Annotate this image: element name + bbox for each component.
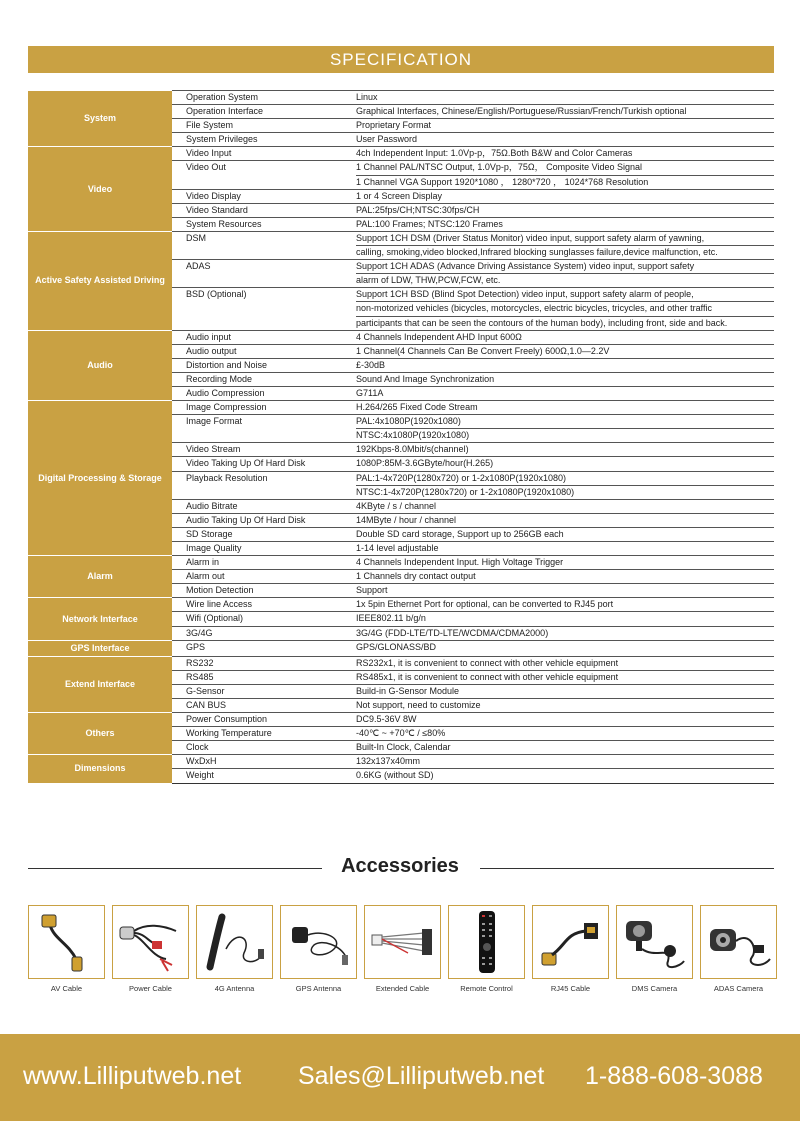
phone-number: 1-888-608-3088 — [585, 1062, 763, 1090]
spec-value-cell — [352, 119, 774, 133]
spec-row — [28, 640, 774, 656]
spec-value-cell — [352, 727, 774, 741]
spec-item: Audio input — [186, 331, 232, 342]
spec-value-cell — [352, 612, 774, 626]
spec-value-line: G711A — [356, 387, 384, 398]
accessory-gps-antenna — [280, 905, 357, 993]
spec-value-cell — [352, 527, 774, 541]
spec-item-cell — [172, 330, 352, 344]
spec-item-spacer — [186, 273, 352, 286]
spec-item-cell — [172, 203, 352, 217]
spec-value-line: RS232x1, it is convenient to connect with other vehicle equipment — [356, 657, 619, 668]
spec-value-line: 14MByte / hour / channel — [356, 514, 457, 525]
accessory-label: Power Cable — [129, 984, 172, 993]
spec-item-cell — [172, 598, 352, 612]
spec-item: Video Standard — [186, 204, 248, 215]
spec-item-cell — [172, 513, 352, 527]
spec-item-cell — [172, 91, 352, 105]
spec-category: System — [28, 91, 172, 147]
email-link[interactable]: Sales@Lilliputweb.net — [298, 1062, 545, 1090]
spec-value-line: Support 1CH ADAS (Advance Driving Assistance System) video input, support safety — [356, 261, 695, 272]
spec-value-cell — [352, 443, 774, 457]
spec-value-cell — [352, 189, 774, 203]
spec-item-cell — [172, 584, 352, 598]
spec-value-line: PAL:25fps/CH;NTSC:30fps/CH — [356, 204, 480, 215]
spec-value-line: 1-14 level adjustable — [356, 543, 439, 553]
spec-value-line: non-motorized vehicles (bicycles, motorcycles, electric bicycles, tricycles, and other traffic — [356, 301, 774, 315]
spec-item: Image Quality — [186, 543, 242, 553]
spec-row — [28, 656, 774, 670]
spec-value-line: 4 Channels Independent Input. High Voltage Trigger — [356, 557, 564, 568]
spec-value-line: 1 or 4 Screen Display — [356, 190, 443, 201]
spec-value-cell — [352, 401, 774, 415]
spec-value-line: 132x137x40mm — [356, 756, 421, 767]
spec-item: Alarm in — [186, 557, 220, 568]
spec-item: Image Compression — [186, 402, 267, 413]
spec-item: Video Stream — [186, 444, 241, 455]
spec-item: Audio Taking Up Of Hard Disk — [186, 514, 306, 525]
spec-item-cell — [172, 727, 352, 741]
accessory-extended-cable — [364, 905, 441, 993]
accessory-label: RJ45 Cable — [550, 984, 591, 993]
spec-item: Recording Mode — [186, 373, 253, 384]
spec-item: CAN BUS — [186, 699, 227, 710]
spec-item-cell — [172, 161, 352, 189]
spec-value-line: 1 Channel PAL/NTSC Output, 1.0Vp-p，75Ω， Composite Video Signal — [356, 162, 643, 173]
spec-value-cell — [352, 542, 774, 556]
spec-item: SD Storage — [186, 528, 233, 539]
accessory-label: DMS Camera — [631, 984, 678, 993]
spec-item-spacer — [186, 485, 352, 498]
spec-value-cell — [352, 372, 774, 386]
spec-value-cell — [352, 640, 774, 656]
spec-value-line: NTSC:4x1080P(1920x1080) — [356, 428, 774, 442]
spec-value-cell — [352, 203, 774, 217]
spec-item-cell — [172, 527, 352, 541]
spec-value-line: H.264/265 Fixed Code Stream — [356, 402, 478, 413]
spec-row — [28, 147, 774, 161]
spec-item-cell — [172, 260, 352, 288]
spec-value-line: PAL:100 Frames; NTSC:120 Frames — [356, 218, 503, 229]
spec-item: File System — [186, 120, 234, 131]
dms-camera-icon — [616, 905, 693, 979]
spec-item: BSD (Optional) — [186, 289, 247, 300]
spec-item: GPS — [186, 641, 206, 652]
spec-value-line: Graphical Interfaces, Chinese/English/Portuguese/Russian/French/Turkish optional — [356, 106, 687, 117]
spec-value-cell — [352, 713, 774, 727]
spec-item-cell — [172, 372, 352, 386]
spec-item-cell — [172, 119, 352, 133]
av-cable-icon — [28, 905, 105, 979]
spec-value-line: participants that can be seen the contours of the human body), including front, side and back. — [356, 316, 774, 330]
spec-value-line: Linux — [356, 92, 378, 102]
spec-item: System Resources — [186, 218, 262, 229]
spec-item: RS232 — [186, 657, 214, 668]
spec-value-cell — [352, 570, 774, 584]
spec-row — [28, 231, 774, 259]
spec-item-cell — [172, 741, 352, 755]
spec-value-line: Sound And Image Synchronization — [356, 373, 495, 384]
spec-value-line: Support 1CH DSM (Driver Status Monitor) video input, support safety alarm of yawning, — [356, 232, 705, 243]
adas-camera-icon — [700, 905, 777, 979]
spec-item: 3G/4G — [186, 627, 213, 638]
spec-value-line: Not support, need to customize — [356, 699, 481, 710]
spec-title: SPECIFICATION — [329, 50, 473, 69]
spec-value-line: -40℃ ~ +70℃ / ≤80% — [356, 728, 446, 739]
spec-value-line: 4ch Independent Input: 1.0Vp-p，75Ω.Both B&W and Color Cameras — [356, 148, 633, 159]
spec-value-line: GPS/GLONASS/BD — [356, 641, 437, 652]
spec-item-cell — [172, 698, 352, 712]
spec-item-cell — [172, 471, 352, 499]
accessory-4g-antenna — [196, 905, 273, 993]
accessory-label: Extended Cable — [375, 984, 430, 993]
spec-value-cell — [352, 769, 774, 783]
spec-item-spacer — [186, 175, 352, 188]
spec-value-line: 1x 5pin Ethernet Port for optional, can be converted to RJ45 port — [356, 599, 614, 610]
spec-value-cell — [352, 656, 774, 670]
spec-value-line: Double SD card storage, Support up to 256GB each — [356, 528, 564, 539]
spec-value-line: PAL:1-4x720P(1280x720) or 1-2x1080P(1920x1080) — [356, 472, 566, 483]
spec-item-cell — [172, 542, 352, 556]
spec-value-cell — [352, 147, 774, 161]
spec-item: Operation System — [186, 92, 259, 102]
spec-value-cell — [352, 471, 774, 499]
spec-table — [28, 90, 774, 784]
accessories-gallery — [28, 905, 776, 995]
spec-item: Operation Interface — [186, 106, 264, 117]
spec-item: Motion Detection — [186, 585, 254, 596]
spec-item-cell — [172, 640, 352, 656]
spec-banner — [28, 46, 774, 73]
spec-value-line: 1 Channel VGA Support 1920*1080 ， 1280*720 ， 1024*768 Resolution — [356, 175, 774, 189]
spec-item-cell — [172, 499, 352, 513]
spec-item-cell — [172, 556, 352, 570]
spec-category: Video — [28, 147, 172, 232]
spec-value-line: Build-in G-Sensor Module — [356, 685, 460, 696]
spec-item-cell — [172, 656, 352, 670]
spec-item: Audio output — [186, 345, 237, 356]
spec-item-cell — [172, 133, 352, 147]
spec-item-cell — [172, 217, 352, 231]
spec-category: Dimensions — [28, 755, 172, 783]
spec-value-line: User Password — [356, 134, 418, 145]
spec-item-cell — [172, 105, 352, 119]
spec-item: System Privileges — [186, 134, 258, 145]
spec-value-cell — [352, 260, 774, 288]
spec-value-line: 4KByte / s / channel — [356, 500, 437, 511]
spec-item-cell — [172, 443, 352, 457]
accessory-dms-camera — [616, 905, 693, 993]
spec-category: Alarm — [28, 556, 172, 598]
spec-value-cell — [352, 344, 774, 358]
spec-item: ADAS — [186, 261, 211, 272]
spec-category: Extend Interface — [28, 656, 172, 712]
spec-value-line: PAL:4x1080P(1920x1080) — [356, 416, 461, 427]
spec-value-cell — [352, 457, 774, 471]
spec-value-line: 1 Channel(4 Channels Can Be Convert Freely) 600Ω,1.0—2.2V — [356, 345, 610, 356]
spec-value-cell — [352, 415, 774, 443]
spec-item: Audio Bitrate — [186, 500, 238, 511]
spec-item-spacer — [186, 301, 352, 314]
spec-item: Power Consumption — [186, 714, 268, 725]
spec-item-spacer — [186, 245, 352, 258]
spec-value-cell — [352, 231, 774, 259]
spec-item: WxDxH — [186, 756, 217, 767]
spec-item-cell — [172, 288, 352, 330]
spec-item: Weight — [186, 770, 214, 781]
spec-value-cell — [352, 386, 774, 400]
spec-value-cell — [352, 358, 774, 372]
spec-item: Image Format — [186, 416, 243, 427]
spec-item-cell — [172, 358, 352, 372]
accessory-av-cable — [28, 905, 105, 993]
spec-value-cell — [352, 513, 774, 527]
spec-category: Audio — [28, 330, 172, 400]
spec-item: Wire line Access — [186, 599, 253, 610]
spec-row — [28, 713, 774, 727]
accessories-divider-left — [28, 868, 322, 869]
spec-value-line: Proprietary Format — [356, 120, 432, 131]
power-cable-icon — [112, 905, 189, 979]
rj45-cable-icon — [532, 905, 609, 979]
spec-value-cell — [352, 670, 774, 684]
spec-value-line: alarm of LDW, THW,PCW,FCW, etc. — [356, 273, 774, 287]
spec-row — [28, 91, 774, 105]
spec-value-cell — [352, 91, 774, 105]
accessories-title: Accessories — [341, 855, 459, 877]
spec-row — [28, 556, 774, 570]
accessory-label: AV Cable — [50, 984, 83, 993]
accessory-label: GPS Antenna — [295, 984, 342, 993]
spec-value-cell — [352, 755, 774, 769]
spec-value-cell — [352, 741, 774, 755]
spec-item: Video Display — [186, 190, 241, 201]
spec-item: Wifi (Optional) — [186, 613, 244, 624]
spec-value-cell — [352, 499, 774, 513]
spec-row — [28, 401, 774, 415]
spec-category: Digital Processing & Storage — [28, 401, 172, 556]
spec-item: RS485 — [186, 671, 214, 682]
spec-value-cell — [352, 105, 774, 119]
spec-item-cell — [172, 570, 352, 584]
spec-item: G-Sensor — [186, 685, 225, 696]
spec-item-cell — [172, 626, 352, 640]
accessory-rj45-cable — [532, 905, 609, 993]
spec-value-cell — [352, 626, 774, 640]
spec-value-line: RS485x1, it is convenient to connect with other vehicle equipment — [356, 671, 619, 682]
spec-item-cell — [172, 457, 352, 471]
spec-item-cell — [172, 189, 352, 203]
spec-item-cell — [172, 147, 352, 161]
spec-item: Distortion and Noise — [186, 359, 268, 370]
contact-footer — [0, 1034, 800, 1121]
spec-item-cell — [172, 769, 352, 783]
spec-value-cell — [352, 133, 774, 147]
spec-item: Video Out — [186, 162, 226, 173]
spec-item-cell — [172, 231, 352, 259]
spec-value-line: 192Kbps-8.0Mbit/s(channel) — [356, 444, 469, 455]
spec-item-cell — [172, 415, 352, 443]
spec-item-cell — [172, 401, 352, 415]
spec-value-line: 1 Channels dry contact output — [356, 571, 476, 582]
accessory-label: 4G Antenna — [214, 984, 255, 993]
spec-value-cell — [352, 556, 774, 570]
spec-item-cell — [172, 670, 352, 684]
spec-value-line: 3G/4G (FDD-LTE/TD-LTE/WCDMA/CDMA2000) — [356, 627, 549, 638]
spec-value-cell — [352, 598, 774, 612]
spec-value-line: DC9.5-36V 8W — [356, 714, 417, 725]
spec-value-cell — [352, 684, 774, 698]
spec-value-line: calling, smoking,video blocked,Infrared blocking sunglasses failure,device malfunction, etc. — [356, 245, 774, 259]
gps-antenna-icon — [280, 905, 357, 979]
accessory-power-cable — [112, 905, 189, 993]
spec-value-line: Built-In Clock, Calendar — [356, 742, 451, 753]
spec-value-line: £-30dB — [356, 359, 386, 370]
remote-control-icon — [448, 905, 525, 979]
4g-antenna-icon — [196, 905, 273, 979]
extended-cable-icon — [364, 905, 441, 979]
spec-item-cell — [172, 684, 352, 698]
spec-row — [28, 755, 774, 769]
spec-value-line: IEEE802.11 b/g/n — [356, 613, 426, 624]
spec-item: DSM — [186, 232, 206, 243]
spec-value-cell — [352, 330, 774, 344]
spec-item: Clock — [186, 742, 209, 753]
spec-category: GPS Interface — [28, 640, 172, 656]
spec-item-cell — [172, 713, 352, 727]
spec-value-line: NTSC:1-4x720P(1280x720) or 1-2x1080P(1920x1080) — [356, 485, 774, 499]
spec-item: Alarm out — [186, 571, 225, 582]
spec-category: Others — [28, 713, 172, 755]
spec-value-cell — [352, 217, 774, 231]
spec-item-spacer — [186, 428, 352, 441]
spec-value-cell — [352, 161, 774, 189]
spec-item-spacer — [186, 315, 352, 328]
spec-row — [28, 330, 774, 344]
spec-item: Video Taking Up Of Hard Disk — [186, 458, 306, 469]
spec-value-cell — [352, 584, 774, 598]
spec-value-line: Support 1CH BSD (Blind Spot Detection) video input, support safety alarm of people, — [356, 289, 694, 300]
spec-value-line: 4 Channels Independent AHD Input 600Ω — [356, 331, 522, 342]
spec-item: Playback Resolution — [186, 472, 268, 483]
spec-value-line: 1080P:85M-3.6GByte/hour(H.265) — [356, 458, 494, 469]
spec-item-cell — [172, 612, 352, 626]
spec-item-cell — [172, 755, 352, 769]
spec-value-line: Support — [356, 585, 388, 596]
spec-item-cell — [172, 344, 352, 358]
spec-item: Video Input — [186, 148, 232, 159]
spec-item-cell — [172, 386, 352, 400]
spec-category: Active Safety Assisted Driving — [28, 231, 172, 330]
spec-value-cell — [352, 698, 774, 712]
spec-value-line: 0.6KG (without SD) — [356, 770, 434, 781]
accessory-adas-camera — [700, 905, 777, 993]
accessory-label: Remote Control — [460, 984, 513, 993]
website-link[interactable]: www.Lilliputweb.net — [23, 1062, 242, 1090]
accessories-divider-right — [480, 868, 774, 869]
spec-category: Network Interface — [28, 598, 172, 640]
spec-row — [28, 598, 774, 612]
spec-item: Working Temperature — [186, 728, 272, 739]
spec-item: Audio Compression — [186, 387, 265, 398]
accessory-label: ADAS Camera — [713, 984, 764, 993]
accessory-remote-control — [448, 905, 525, 993]
spec-value-cell — [352, 288, 774, 330]
